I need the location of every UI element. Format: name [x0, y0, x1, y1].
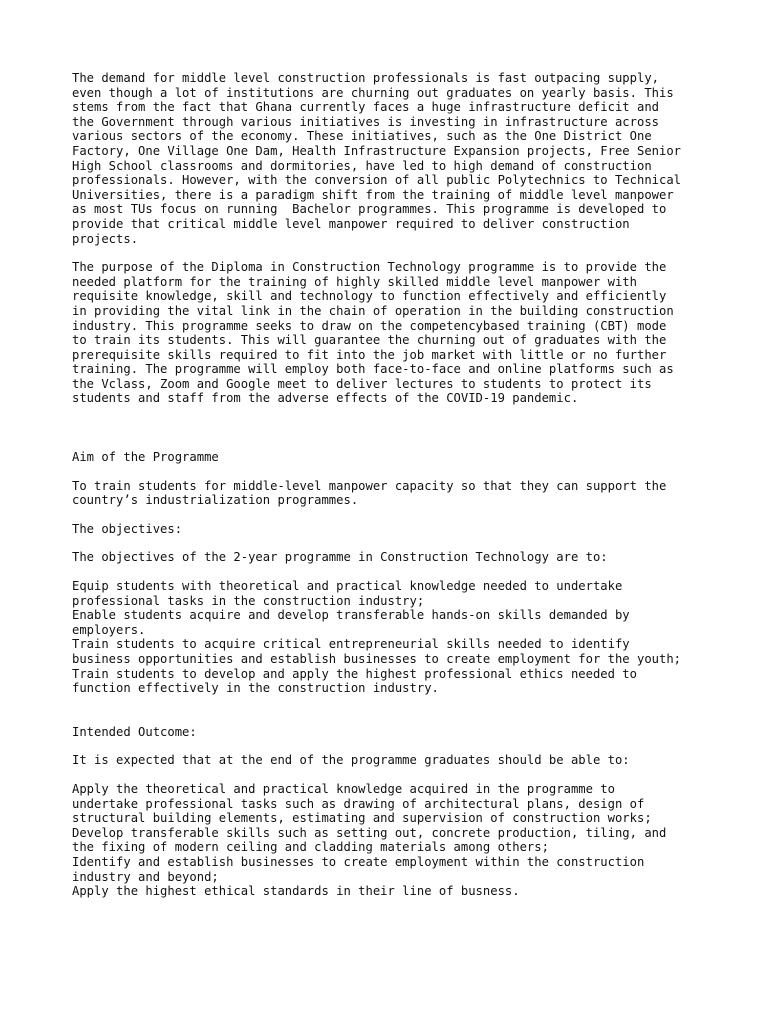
- outcome-heading: Intended Outcome:: [72, 724, 197, 739]
- objectives-list: [72, 579, 702, 696]
- objective-item: Train students to develop and apply the highest professional ethics needed to function effectively in the construction industry.: [72, 666, 637, 696]
- outcome-intro: It is expected that at the end of the programme graduates should be able to:: [72, 753, 630, 768]
- outcome-list: [72, 782, 702, 899]
- aim-text: To train students for middle-level manpower capacity so that they can support the country’s industrialization programmes.: [72, 478, 667, 508]
- outcome-item: Identify and establish businesses to create employment within the construction industry and beyond;: [72, 854, 645, 884]
- aim-heading: Aim of the Programme: [72, 450, 219, 465]
- document-page: [72, 71, 702, 899]
- outcome-item: Apply the theoretical and practical knowledge acquired in the programme to undertake professional tasks such as drawing of architectural plans, design of structural building elements, estimating and supervision of construction works;: [72, 781, 652, 826]
- objectives-heading: The objectives:: [72, 521, 183, 536]
- outcome-item: Develop transferable skills such as setting out, concrete production, tiling, and the fixing of modern ceiling and cladding materials among others;: [72, 825, 667, 855]
- intro-paragraph-2: The purpose of the Diploma in Construction Technology programme is to provide the needed platform for the training of highly skilled middle level manpower with requisite knowledge, skill and technology to function effectively and efficiently in providing the vital link in the chain of operation in the building construction industry. This programme seeks to draw on the competencybased training (CBT) mode to train its students. This will guarantee the churning out of graduates with the prerequisite skills required to fit into the job market with little or no further training. The programme will employ both face-to-face and online platforms such as the Vclass, Zoom and Google meet to deliver lectures to students to protect its students and staff from the adverse effects of the COVID-19 pandemic.: [72, 260, 674, 406]
- outcome-item: Apply the highest ethical standards in their line of busness.: [72, 884, 520, 899]
- objectives-intro: The objectives of the 2-year programme in Construction Technology are to:: [72, 550, 608, 565]
- objective-item: Train students to acquire critical entrepreneurial skills needed to identify business opportunities and establish businesses to create employment for the youth;: [72, 637, 682, 666]
- objective-item: Equip students with theoretical and practical knowledge needed to undertake professional tasks in the construction industry;: [72, 579, 623, 608]
- intro-paragraph-1: The demand for middle level construction professionals is fast outpacing supply, even though a lot of institutions are churning out graduates on yearly basis. This stems from the fact that Ghana currently faces a huge infrastructure deficit and the Government through various initiatives is investing in infrastructure across various sectors of the economy. These initiatives, such as the One District One Factory, One Village One Dam, Health Infrastructure Expansion projects, Free Senior High School classrooms and dormitories, have led to high demand of construction professionals. However, with the conversion of all public Polytechnics to Technical Universities, there is a paradigm shift from the training of middle level manpower as most TUs focus on running Bachelor programmes. This programme is developed to provide that critical middle level manpower required to deliver construction projects.: [72, 71, 682, 246]
- objective-item: Enable students acquire and develop transferable hands-on skills demanded by employers.: [72, 608, 630, 637]
